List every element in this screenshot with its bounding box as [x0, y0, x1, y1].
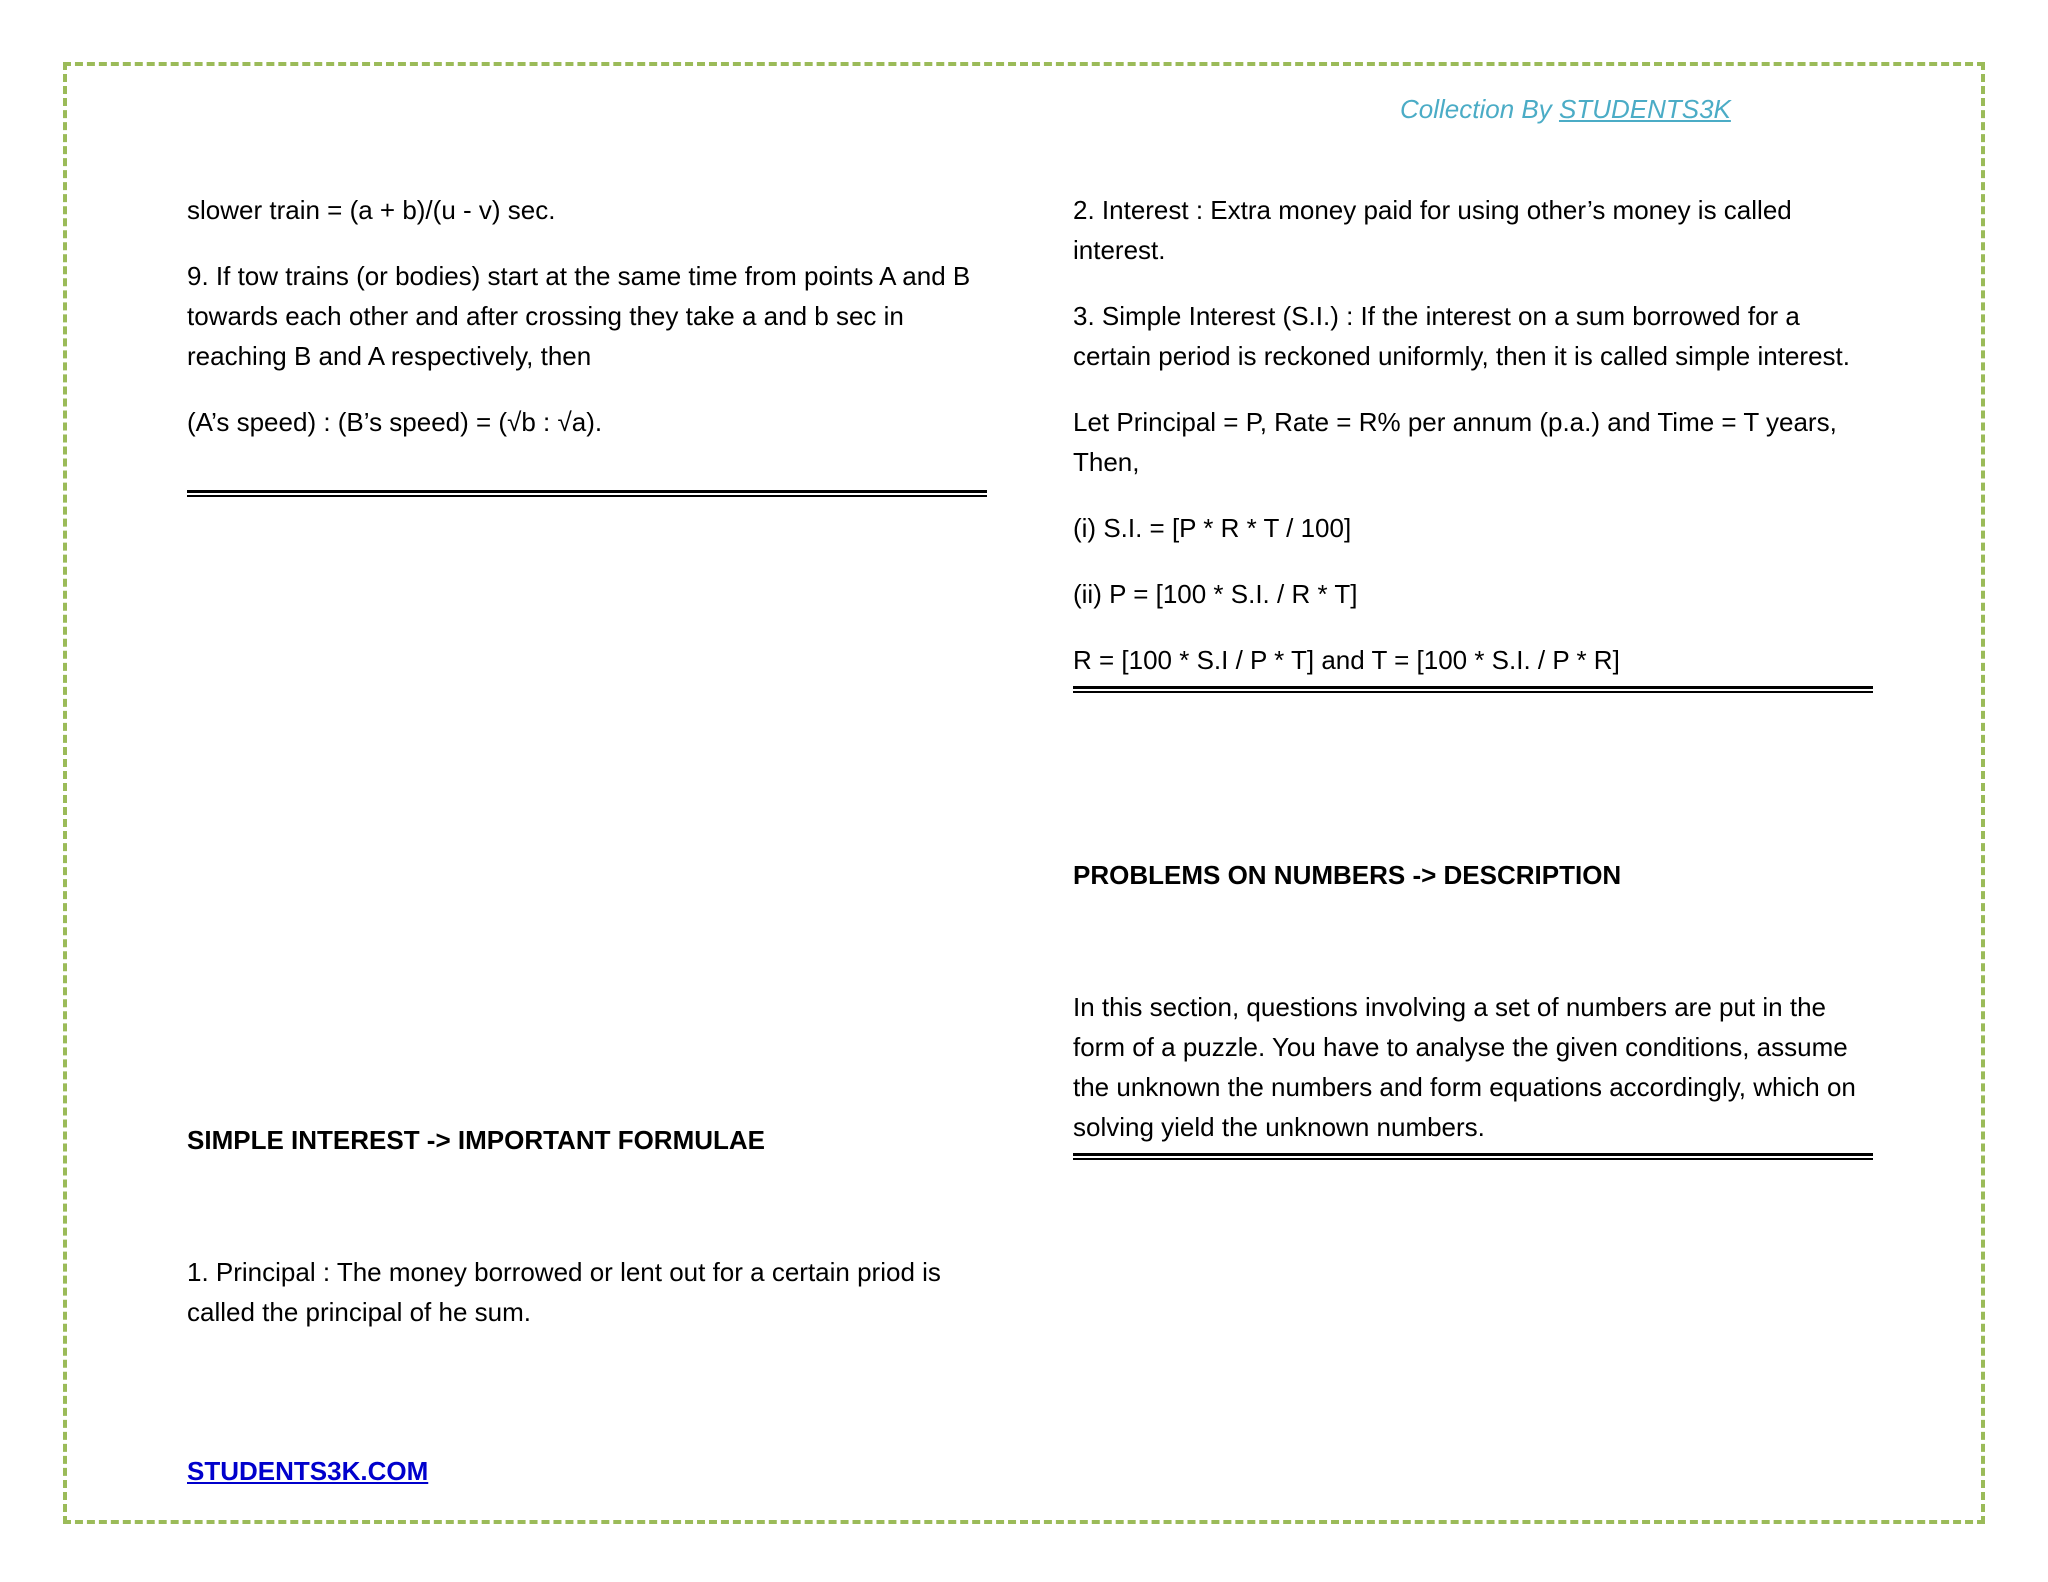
section-divider: [187, 490, 987, 497]
formula-principal: (ii) P = [100 * S.I. / R * T]: [1073, 579, 1358, 609]
section-divider: [1073, 1153, 1873, 1160]
speed-ratio-formula: (A’s speed) : (B’s speed) = (√b : √a).: [187, 407, 603, 437]
numbers-heading: PROBLEMS ON NUMBERS -> DESCRIPTION: [1073, 860, 1622, 890]
header-note: [1400, 94, 1731, 125]
si-heading: SIMPLE INTEREST -> IMPORTANT FORMULAE: [187, 1125, 766, 1155]
interest-definition: 2. Interest : Extra money paid for using other’s money is called interest.: [1073, 195, 1792, 265]
header-prefix: Collection By: [1400, 94, 1559, 124]
section-divider: [1073, 686, 1873, 693]
item-9-text: 9. If tow trains (or bodies) start at the same time from points A and B towards each other and after crossing they take a and b sec in reaching B and A respectively, then: [187, 261, 971, 371]
principal-definition: 1. Principal : The money borrowed or lent out for a certain priod is called the principal of he sum.: [187, 1257, 941, 1327]
formula-si: (i) S.I. = [P * R * T / 100]: [1073, 513, 1352, 543]
header-brand-link[interactable]: STUDENTS3K: [1558, 94, 1731, 124]
formula-rate-time: R = [100 * S.I / P * T] and T = [100 * S.I. / P * R]: [1073, 645, 1620, 675]
right-column: [1073, 184, 1873, 1160]
let-principal-text: Let Principal = P, Rate = R% per annum (p.a.) and Time = T years, Then,: [1073, 407, 1837, 477]
slower-train-formula: slower train = (a + b)/(u - v) sec.: [187, 195, 556, 225]
simple-interest-definition: 3. Simple Interest (S.I.) : If the interest on a sum borrowed for a certain period is reckoned uniformly, then it is called simple interest.: [1073, 301, 1850, 371]
left-column: [187, 184, 987, 1332]
numbers-description: In this section, questions involving a set of numbers are put in the form of a puzzle. You have to analyse the given conditions, assume the unknown the numbers and form equations accordingly, which on solving yield the unknown numbers.: [1073, 992, 1856, 1142]
footer-site-link[interactable]: STUDENTS3K.COM: [187, 1456, 429, 1486]
